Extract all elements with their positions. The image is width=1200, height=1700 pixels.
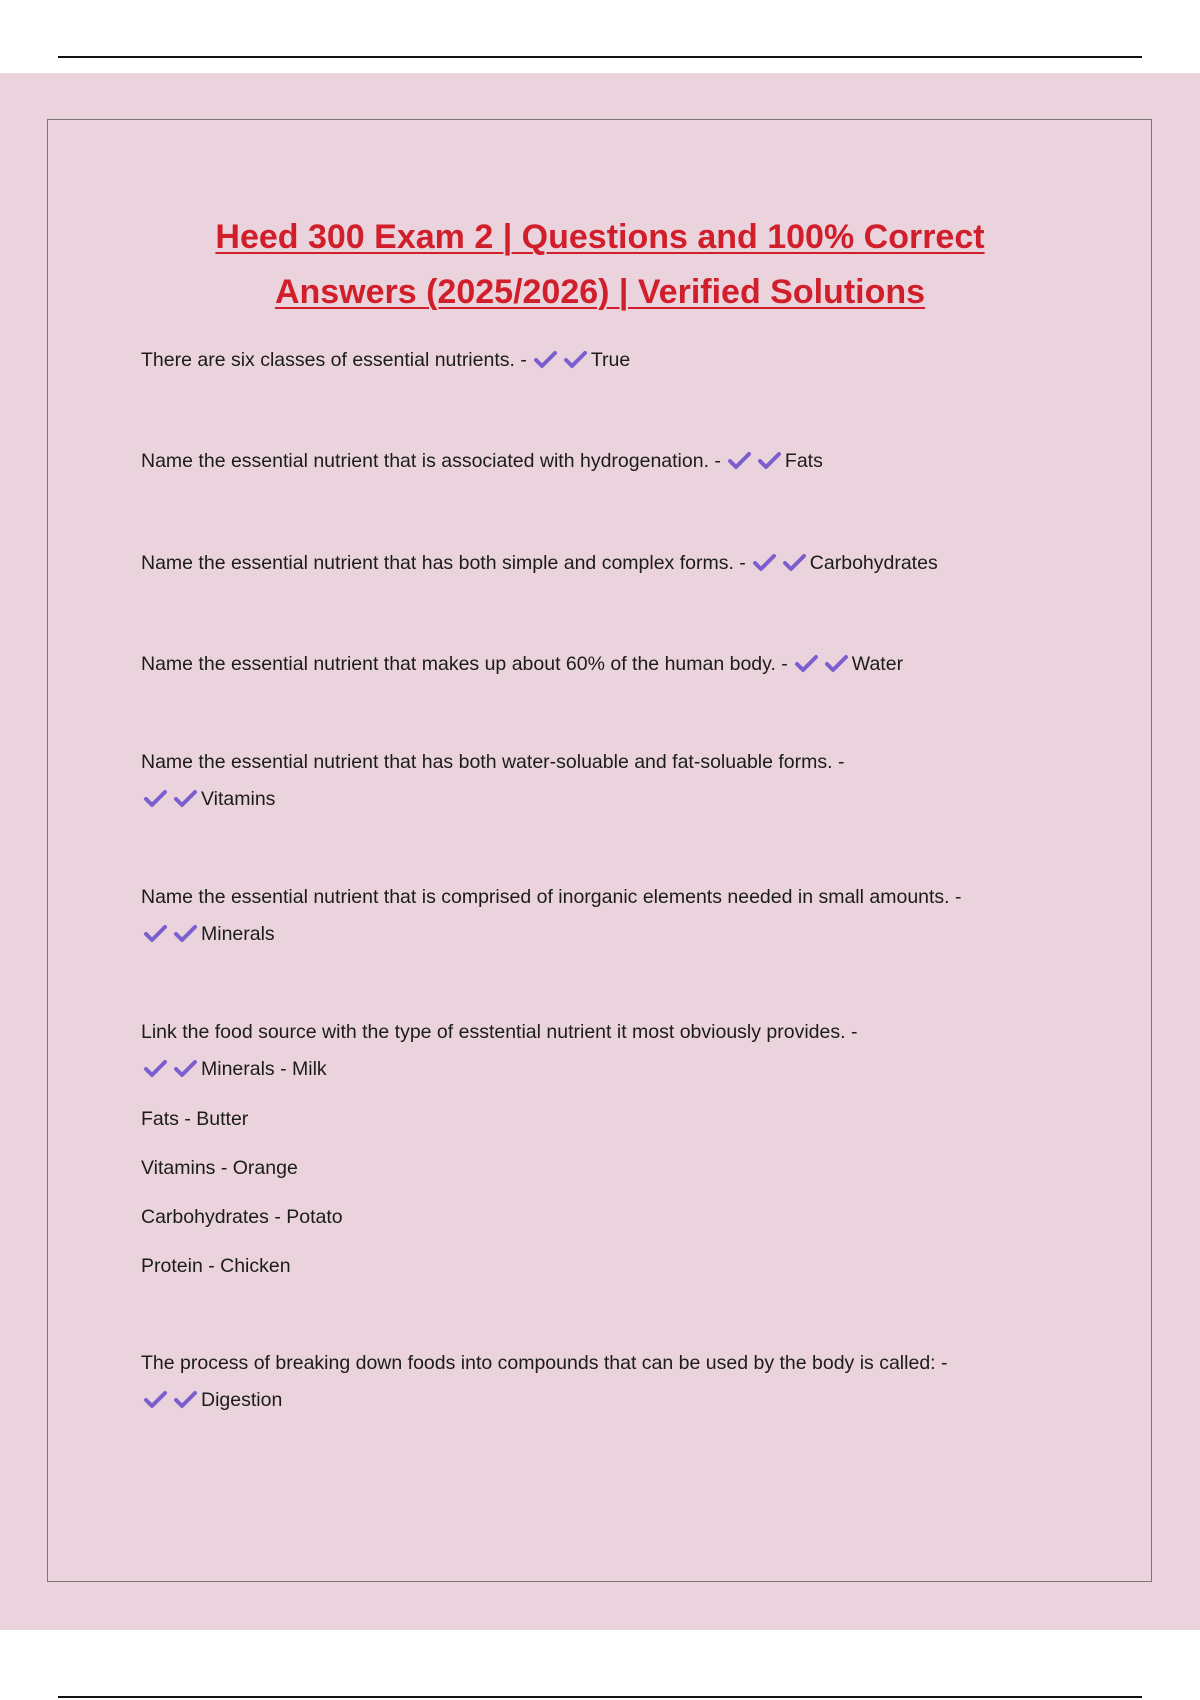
pair-line: Fats - Butter <box>141 1108 249 1130</box>
double-check-icon <box>143 784 199 821</box>
answer-text: Vitamins <box>201 788 276 810</box>
question-text: Name the essential nutrient that makes up about 60% of the human body. - <box>141 653 788 675</box>
footer-rule <box>58 1696 1142 1698</box>
double-check-icon <box>727 446 783 483</box>
double-check-icon <box>143 919 199 956</box>
pair-line: Protein - Chicken <box>141 1255 291 1277</box>
question-text: Link the food source with the type of esstential nutrient it most obviously provides. - <box>141 1021 858 1043</box>
qa-item-4 <box>141 646 1091 686</box>
double-check-icon <box>794 649 850 686</box>
pair-line: Vitamins - Orange <box>141 1157 298 1179</box>
double-check-icon <box>752 548 808 585</box>
qa-item-5 <box>141 744 1091 821</box>
double-check-icon <box>533 345 589 382</box>
question-text: Name the essential nutrient that is comprised of inorganic elements needed in small amounts. - <box>141 886 962 908</box>
question-text: Name the essential nutrient that is associated with hydrogenation. - <box>141 450 721 472</box>
header-rule <box>58 56 1142 58</box>
pair-line: Carbohydrates - Potato <box>141 1206 343 1228</box>
document-title <box>0 210 1200 320</box>
answer-text: Water <box>851 653 904 675</box>
question-text: The process of breaking down foods into compounds that can be used by the body is called: - <box>141 1352 948 1374</box>
double-check-icon <box>143 1385 199 1422</box>
qa-item-8 <box>141 1345 1091 1422</box>
qa-item-1 <box>141 342 1091 382</box>
answer-text: Minerals - Milk <box>201 1058 327 1080</box>
title-line-2: Answers (2025/2026) | Verified Solutions <box>274 273 926 311</box>
answer-text: Minerals <box>201 923 275 945</box>
question-text: There are six classes of essential nutrients. - <box>141 349 527 371</box>
double-check-icon <box>143 1054 199 1091</box>
answer-text: Carbohydrates <box>809 552 938 574</box>
qa-item-3 <box>141 545 1091 585</box>
answer-text: True <box>590 349 631 371</box>
answer-text: Fats <box>784 450 823 472</box>
qa-item-7 <box>141 1014 1091 1091</box>
title-line-1: Heed 300 Exam 2 | Questions and 100% Correct <box>215 218 985 256</box>
question-text: Name the essential nutrient that has both water-soluable and fat-soluable forms. - <box>141 751 845 773</box>
qa-item-6 <box>141 879 1091 956</box>
question-text: Name the essential nutrient that has both simple and complex forms. - <box>141 552 746 574</box>
answer-text: Digestion <box>201 1389 283 1411</box>
qa-item-2 <box>141 443 1091 483</box>
